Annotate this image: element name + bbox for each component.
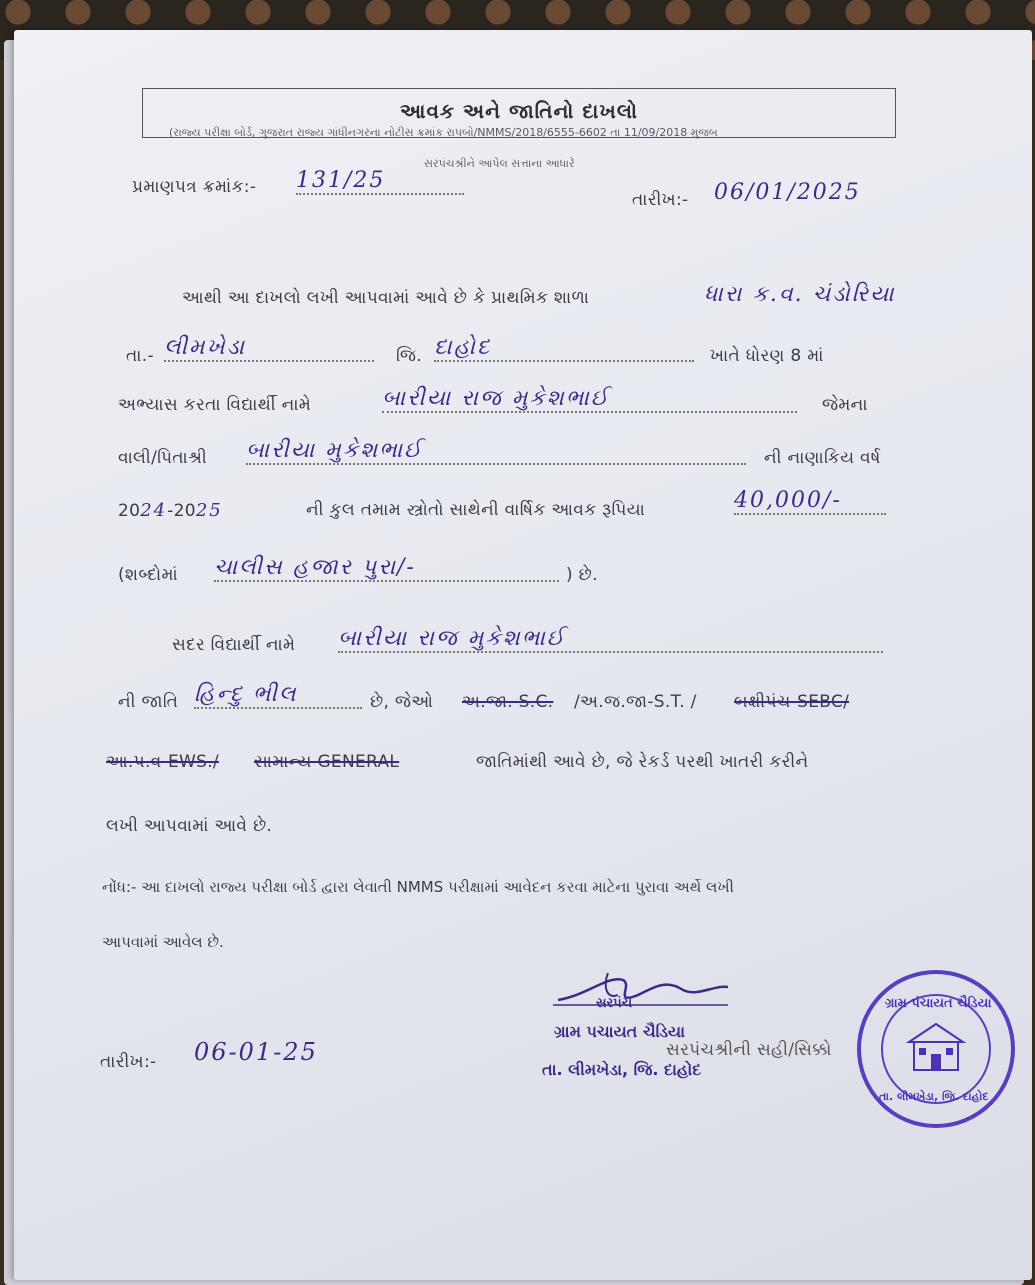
certificate-title: આવક અને જાતિનો દાખલો [400,99,638,123]
caste-st: /અ.જ.જા-S.T. / [574,692,697,712]
line1-text: આથી આ દાખલો લખી આપવામાં આવે છે કે પ્રાથમિક શાળા [182,288,590,308]
caste-label: ની જાતિ [118,692,179,712]
student-name: બારીયા રાજ મુકેશભાઈ [382,386,797,413]
district-value: દાહોદ [434,335,694,362]
year-prefix-1: 20 [118,501,141,521]
words-value: ચાલીસ હજાર પુરા/- [214,555,559,582]
year-from: 24 [140,500,168,521]
sign-address: તા. લીમખેડા, જિ. દાહોદ [542,1060,702,1079]
district-label: જિ. [396,346,422,366]
parent-name: બારીયા મુકેશભાઈ [246,438,746,465]
caste-ews: આ.પ.વ-EWS./ [106,752,219,772]
year-to: 25 [195,500,223,521]
sarpanch-signature [548,965,748,1015]
panchayat-building-icon [905,1020,967,1074]
caste-value: હિન્દુ ભીલ [194,682,362,709]
student-name-2: બારીયા રાજ મુકેશભાઈ [338,626,883,653]
std-text: ખાતે ધોરણ 8 માં [710,346,824,366]
panchayat-stamp [857,970,1015,1128]
line8-text: જાતિમાંથી આવે છે, જે રેકર્ડ પરથી ખાતરી કરીને [476,752,809,772]
year-text: ની નાણાકિય વર્ષ [764,448,881,468]
footer-date-label: તારીખ:- [100,1052,157,1072]
line3-text: અભ્યાસ કરતા વિદ્યાર્થી નામે [118,395,312,415]
school-name: ધારા ક.વ. ચંડોરિયા [704,282,896,307]
sign-caption: સરપંચશ્રીની સહી/સિક્કો [666,1040,832,1060]
sign-role: સરપંચ [596,996,633,1011]
taluka-value: લીમખેડા [164,335,374,362]
note-line2: આપવામાં આવેલ છે. [102,933,224,951]
caste-general: સામાન્ય GENERAL [254,752,400,772]
header-note-line2: સરપંચશ્રીને આપેલ સત્તાના આધારે [424,157,575,170]
year-mid: -20 [167,501,196,521]
note-line1: નોંધ:- આ દાખલો રાજ્ય પરીક્ષા બોર્ડ દ્વારા લેવાતી NMMS પરીક્ષામાં આવેદન કરવા માટેના પુરાવા અર્થે લખી [102,878,734,896]
sign-office: ગ્રામ પચાયત ચૈડિયા [554,1022,686,1041]
taluka-label: તા.- [126,346,154,366]
stamp-top-text: ગ્રામ પંચાયત ચૈડિયા [885,996,992,1011]
certificate-no-value: 131/25 [296,168,464,195]
words-end: ) છે. [566,565,598,585]
words-label: (શબ્દોમાં [118,565,178,585]
stamp-bottom-text: તા. લીમખેડા, જિ. દાહોદ [879,1090,989,1103]
date-label: તારીખ:- [632,190,689,210]
caste-sebc: બક્ષીપંચ-SEBC/ [734,692,850,712]
caste-sc: અ.જા. S.C. [462,692,554,712]
certificate-no-label: પ્રમાણપત્ર ક્રમાંક:- [132,177,257,197]
parent-label: વાલી/પિતાશ્રી [118,448,208,468]
header-note-line1: (રાજ્ય પરીક્ષા બોર્ડ, ગુજરાત રાજ્ય ગાંધીનગરના નોટીસ ક્રમાંક રાપબો/NMMS/2018/6555-6602 તા 11/09/2018 મુજબ [169,126,718,139]
caste-end: છે, જેઓ [370,692,434,712]
date-value: 06/01/2025 [714,180,861,205]
line6-text: સદર વિદ્યાર્થી નામે [172,635,296,655]
income-value: 40,000/- [734,488,886,515]
line9-text: લખી આપવામાં આવે છે. [106,816,273,836]
income-text: ની કુલ તમામ સ્ત્રોતો સાથેની વાર્ષિક આવક રૂપિયા [306,500,646,520]
certificate-paper [14,30,1032,1280]
line3-end: જેમના [822,395,868,415]
footer-date-value: 06-01-25 [194,1038,318,1066]
